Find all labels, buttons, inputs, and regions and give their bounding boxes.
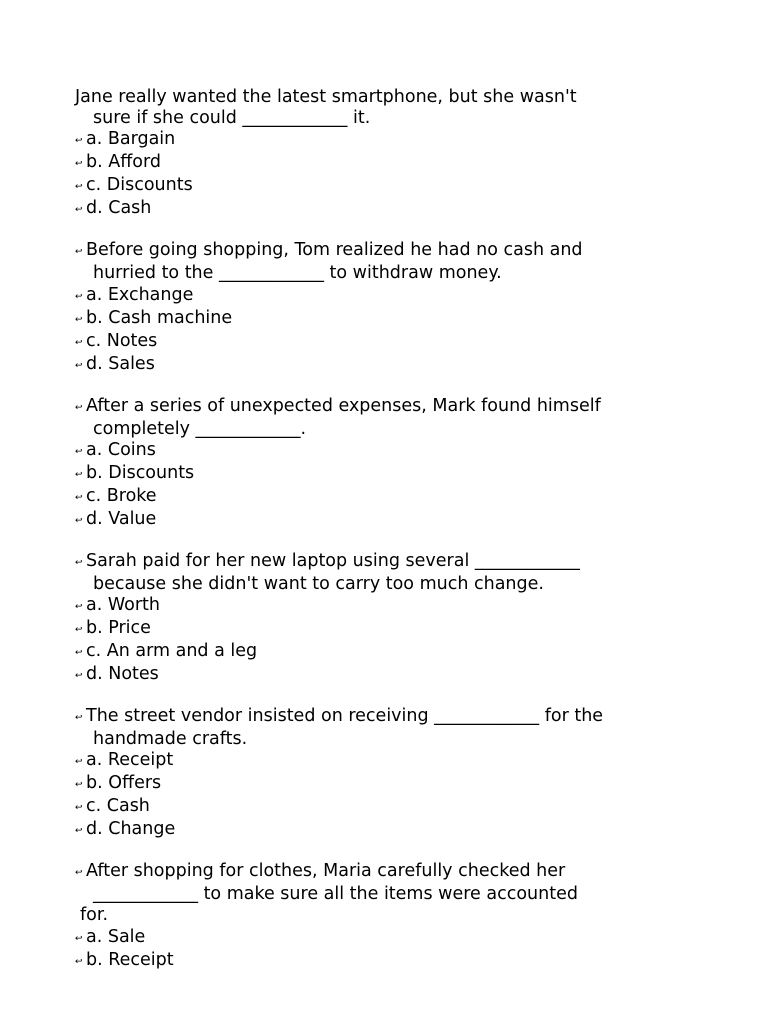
answer-option-text: a. Sale	[86, 926, 146, 947]
answer-option	[75, 486, 695, 509]
answer-option	[75, 595, 695, 618]
answer-option-text: b. Price	[86, 618, 151, 639]
question-stem-text: because she didn't want to carry too much change.	[93, 573, 544, 594]
return-arrow-icon: ↩	[75, 205, 83, 216]
return-arrow-icon: ↩	[75, 602, 83, 613]
question-3	[75, 396, 695, 532]
question-4	[75, 551, 695, 687]
answer-option	[75, 129, 695, 152]
return-arrow-icon: ↩	[75, 247, 83, 258]
answer-option	[75, 152, 695, 175]
return-arrow-icon: ↩	[75, 360, 83, 371]
return-arrow-icon: ↩	[75, 868, 83, 879]
answer-option	[75, 927, 695, 950]
answer-option	[75, 641, 695, 664]
return-arrow-icon: ↩	[75, 803, 83, 814]
answer-option-text: c. Cash	[86, 796, 150, 817]
question-stem-text: for.	[80, 905, 109, 926]
return-arrow-icon: ↩	[75, 956, 83, 967]
question-5	[75, 706, 695, 842]
return-arrow-icon: ↩	[75, 182, 83, 193]
answer-option	[75, 509, 695, 532]
question-stem-line	[75, 396, 695, 419]
question-stem-line	[75, 905, 695, 926]
return-arrow-icon: ↩	[75, 557, 83, 568]
answer-option-text: a. Coins	[86, 439, 156, 460]
answer-option-text: d. Notes	[86, 664, 159, 685]
return-arrow-icon: ↩	[75, 492, 83, 503]
answer-option	[75, 175, 695, 198]
question-stem-text: sure if she could ____________ it.	[93, 108, 371, 129]
answer-option-text: d. Value	[86, 508, 157, 529]
return-arrow-icon: ↩	[75, 291, 83, 302]
question-stem-line	[75, 861, 695, 884]
question-1	[75, 87, 695, 221]
question-stem-text: Jane really wanted the latest smartphone, but she wasn't	[75, 87, 577, 107]
question-list	[75, 87, 695, 992]
answer-option-text: b. Offers	[86, 773, 162, 794]
question-stem-text: After shopping for clothes, Maria carefully checked her	[86, 861, 566, 882]
question-stem-text: ____________ to make sure all the items were accounted	[93, 884, 578, 905]
return-arrow-icon: ↩	[75, 933, 83, 944]
answer-option-text: a. Worth	[86, 595, 160, 616]
answer-option-text: b. Afford	[86, 152, 161, 173]
answer-option	[75, 440, 695, 463]
question-stem-text: After a series of unexpected expenses, Mark found himself	[86, 395, 601, 416]
question-2	[75, 240, 695, 376]
answer-option	[75, 618, 695, 641]
return-arrow-icon: ↩	[75, 648, 83, 659]
question-stem-line	[75, 574, 695, 595]
answer-option	[75, 750, 695, 773]
return-arrow-icon: ↩	[75, 671, 83, 682]
question-stem-text: handmade crafts.	[93, 729, 248, 750]
answer-option	[75, 463, 695, 486]
return-arrow-icon: ↩	[75, 625, 83, 636]
answer-option	[75, 664, 695, 687]
question-stem-line	[75, 729, 695, 750]
return-arrow-icon: ↩	[75, 469, 83, 480]
answer-option-text: d. Change	[86, 819, 176, 840]
return-arrow-icon: ↩	[75, 515, 83, 526]
question-stem-line	[75, 884, 695, 905]
question-stem-line	[75, 240, 695, 263]
answer-option-text: b. Cash machine	[86, 307, 233, 328]
return-arrow-icon: ↩	[75, 337, 83, 348]
question-stem-text: Sarah paid for her new laptop using several ____________	[86, 550, 580, 571]
answer-option	[75, 819, 695, 842]
answer-option-text: d. Sales	[86, 353, 155, 374]
return-arrow-icon: ↩	[75, 402, 83, 413]
answer-option	[75, 331, 695, 354]
return-arrow-icon: ↩	[75, 713, 83, 724]
return-arrow-icon: ↩	[75, 780, 83, 791]
question-stem-line	[75, 706, 695, 729]
answer-option-text: b. Receipt	[86, 949, 174, 970]
answer-option	[75, 773, 695, 796]
question-stem-line	[75, 419, 695, 440]
answer-option	[75, 198, 695, 221]
answer-option-text: a. Receipt	[86, 750, 174, 771]
answer-option	[75, 354, 695, 377]
question-stem-line	[75, 87, 695, 108]
question-stem-line	[75, 263, 695, 284]
question-stem-text: The street vendor insisted on receiving ____________ for the	[86, 706, 604, 727]
answer-option-text: a. Bargain	[86, 129, 176, 150]
return-arrow-icon: ↩	[75, 757, 83, 768]
question-6	[75, 861, 695, 972]
return-arrow-icon: ↩	[75, 314, 83, 325]
question-stem-text: Before going shopping, Tom realized he had no cash and	[86, 240, 583, 261]
answer-option	[75, 285, 695, 308]
answer-option	[75, 796, 695, 819]
question-stem-line	[75, 108, 695, 129]
answer-option	[75, 308, 695, 331]
return-arrow-icon: ↩	[75, 159, 83, 170]
question-stem-text: hurried to the ____________ to withdraw money.	[93, 263, 502, 284]
return-arrow-icon: ↩	[75, 446, 83, 457]
answer-option-text: d. Cash	[86, 198, 152, 219]
return-arrow-icon: ↩	[75, 826, 83, 837]
answer-option-text: c. An arm and a leg	[86, 641, 258, 662]
answer-option-text: c. Broke	[86, 485, 157, 506]
answer-option-text: c. Discounts	[86, 175, 193, 196]
question-stem-text: completely ____________.	[93, 418, 307, 439]
question-stem-line	[75, 551, 695, 574]
answer-option	[75, 950, 695, 973]
answer-option-text: c. Notes	[86, 330, 158, 351]
return-arrow-icon: ↩	[75, 136, 83, 147]
answer-option-text: b. Discounts	[86, 462, 195, 483]
answer-option-text: a. Exchange	[86, 284, 194, 305]
